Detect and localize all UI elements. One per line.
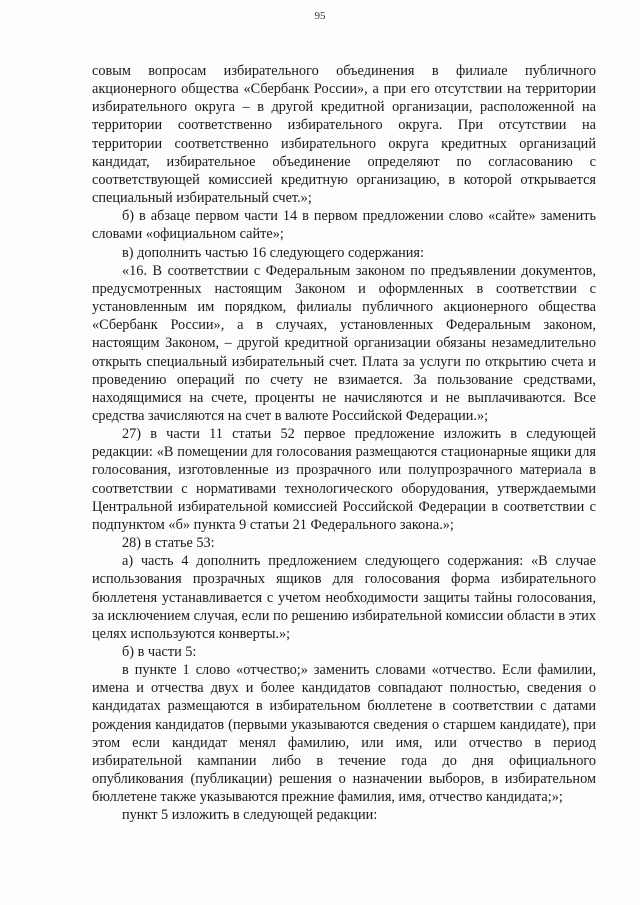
page-number: 95 [314,10,326,22]
paragraph: в) дополнить частью 16 следующего содержания: [122,244,424,261]
paragraph: б) в части 5: [122,644,197,660]
paragraph: совым вопросам избирательного объединения в филиале публичного акционерного общества «Сбербанк России», а при его отсутствии на территории избирательного округа – в другой кредитной организации, расположенной на территории соответственно избирательного округа. При отсутствии на территории соответственно избирательного округа кредитных организаций кандидат, избирательное объединение определяют по согласованию с соответствующей комиссией кредитную организацию, в которой открывается специальный избирательный счет.»; [92,63,596,207]
paragraph: 27) в части 11 статьи 52 первое предложение изложить в следующей редакции: «В помещении для голосования размещаются стационарные ящики для голосования, изготовленные из прозрачного или полупрозрачного материала в соответствии с нормативами технологического оборудования, утверждаемыми Центральной избирательной комиссией Российской Федерации в соответствии с подпунктом «б» пункта 9 статьи 21 Федерального закона.»; [92,426,596,533]
paragraph: б) в абзаце первом части 14 в первом предложении слово «сайте» заменить словами «официальном сайте»; [92,208,596,243]
paragraph: 28) в статье 53: [122,535,215,552]
paragraph: в пункте 1 слово «отчество;» заменить словами «отчество. Если фамилии, имена и отчества двух и более кандидатов совпадают полностью, сведения о кандидатах размещаются в избирательном бюллетене в соответствии с датами рождения кандидатов (первыми указываются сведения о старшем кандидате), при этом если кандидат менял фамилию, или имя, или отчество в период избирательной кампании либо в течение года до дня официального опубликования (публикации) решения о назначении выборов, в избирательном бюллетене также указываются прежние фамилия, имя, отчество кандидата;»; [92,662,596,806]
paragraph: пункт 5 изложить в следующей редакции: [122,807,378,824]
paragraph: «16. В соответствии с Федеральным законом по предъявлении документов, предусмотренных настоящим Законом и оформленных в соответствии с установленным им порядком, филиалы публичного акционерного общества «Сбербанк России», а в случаях, установленных Федеральным законом, настоящим Законом, – другой кредитной организации обязаны незамедлительно открыть специальный избирательный счет. Плата за услуги по открытию счета и проведению операций по счету не взимается. За пользование средствами, находящимися на счете, проценты не начисляются и не выплачиваются. Все средства зачисляются на счет в валюте Российской Федерации.»; [92,262,596,424]
document-body [92,62,596,825]
paragraph: а) часть 4 дополнить предложением следующего содержания: «В случае использования прозрачных ящиков для голосования форма избирательного бюллетеня устанавливается с учетом необходимости защиты тайны голосования, за исключением случая, если по решению избирательной комиссии области в этих целях используются конверты.»; [92,553,596,642]
